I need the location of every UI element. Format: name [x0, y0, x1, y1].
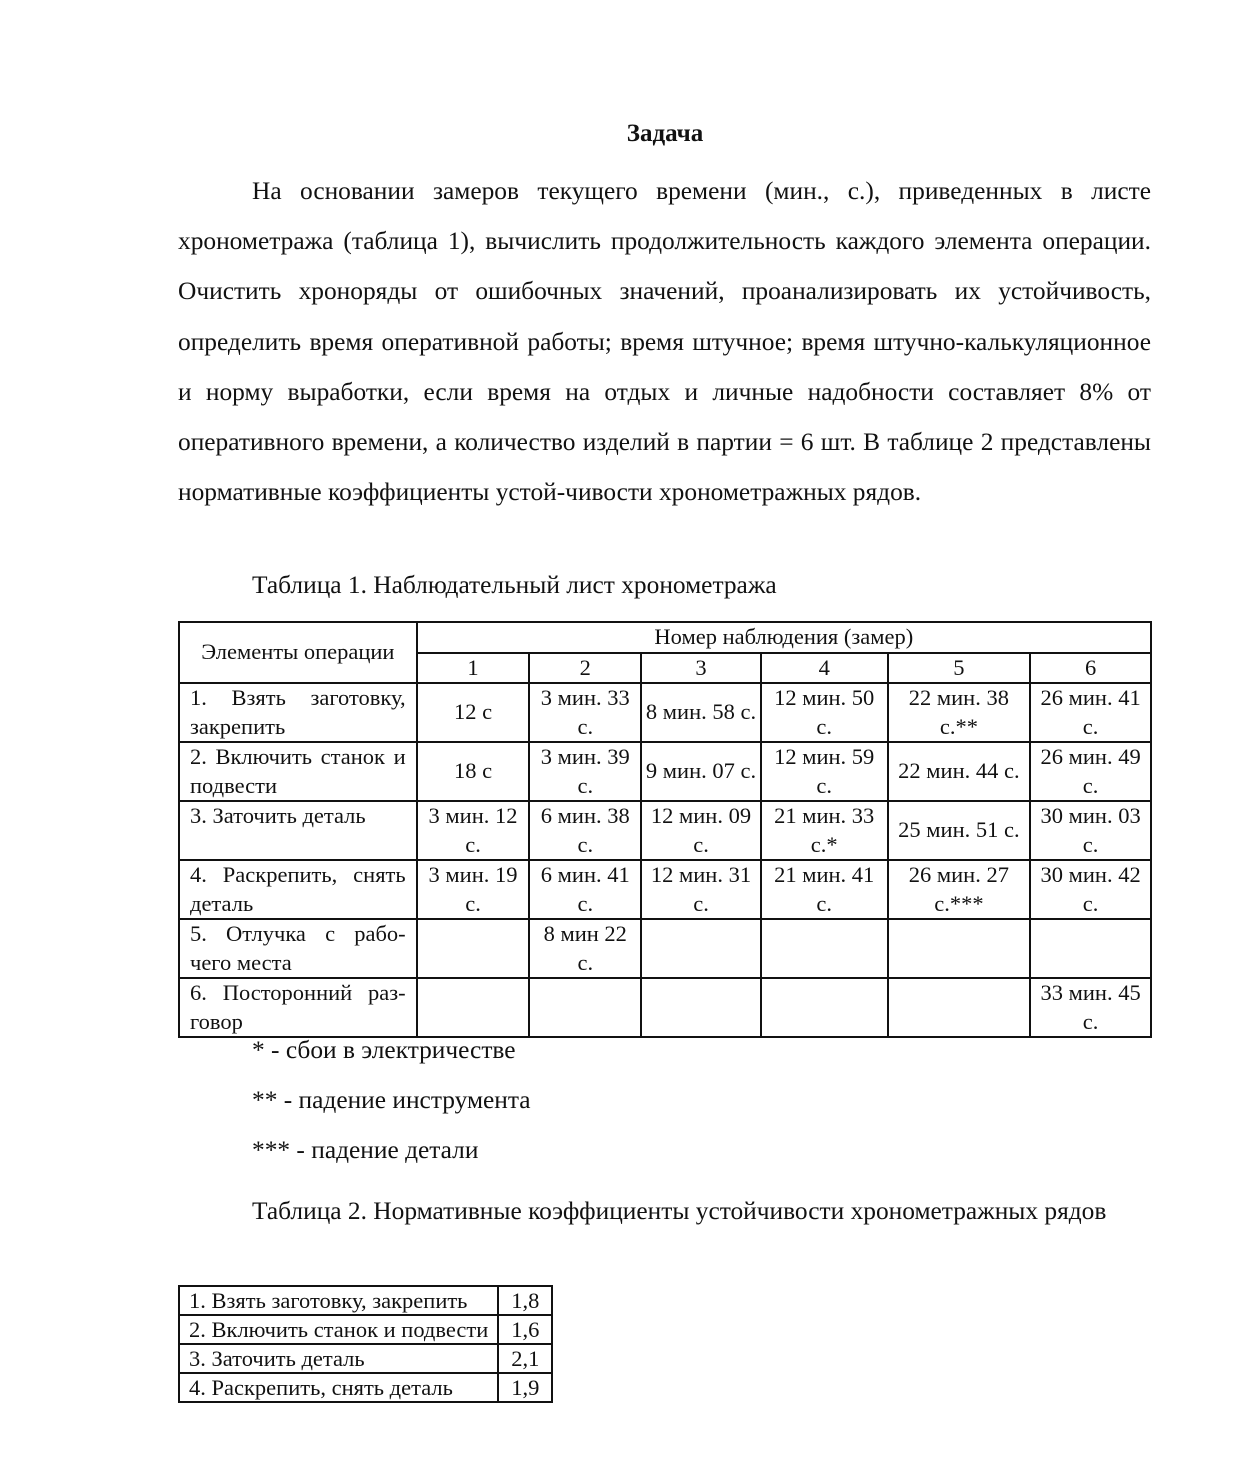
operation-name: 2. Включить станок и подвести	[179, 742, 417, 801]
table-cell	[529, 978, 641, 1037]
operation-name: 5. Отлучка с рабо-чего места	[179, 919, 417, 978]
table-cell: 12 мин. 09 с.	[641, 801, 761, 860]
coefficient-value: 2,1	[498, 1344, 552, 1373]
obs-number: 5	[888, 653, 1031, 684]
table-cell	[1030, 919, 1151, 978]
table-cell: 22 мин. 38 с.**	[888, 683, 1031, 742]
table-cell: 12 мин. 31 с.	[641, 860, 761, 919]
table-cell: 30 мин. 03 с.	[1030, 801, 1151, 860]
table2-caption: Таблица 2. Нормативные коэффициенты устойчивости хронометражных рядов	[252, 1197, 1107, 1225]
operation-name: 6. Посторонний раз-говор	[179, 978, 417, 1037]
table-cell: 30 мин. 42 с.	[1030, 860, 1151, 919]
timing-table	[178, 621, 1152, 1038]
footnote: * - сбои в электричестве	[252, 1036, 516, 1064]
table-cell: 33 мин. 45 с.	[1030, 978, 1151, 1037]
table-cell: 26 мин. 27 с.***	[888, 860, 1031, 919]
table-cell: 8 мин. 58 с.	[641, 683, 761, 742]
table-cell: 3 мин. 39 с.	[529, 742, 641, 801]
table-cell: 25 мин. 51 с.	[888, 801, 1031, 860]
table-cell: 21 мин. 33 с.*	[761, 801, 888, 860]
table-cell: 12 с	[417, 683, 530, 742]
header-operations: Элементы операции	[179, 622, 417, 683]
coefficient-value: 1,8	[498, 1286, 552, 1315]
table-row	[179, 1315, 552, 1344]
operation-name: 3. Заточить деталь	[179, 801, 417, 860]
obs-number: 3	[641, 653, 761, 684]
coefficient-value: 1,6	[498, 1315, 552, 1344]
task-paragraph: На основании замеров текущего времени (мин., с.), приведенных в листе хронометража (таблица 1), вычислить продолжительность каждого элемента операции. Очистить хроноряды от ошибочных значений, проанализировать их устойчивость, определить время оперативной работы; время штучное; время штучно-калькуляционное и норму выработки, если время на отдых и личные надобности составляет 8% от оперативного времени, а количество изделий в партии = 6 шт. В таблице 2 представлены нормативные коэффициенты устой-чивости хронометражных рядов.	[178, 177, 1151, 507]
table-row	[179, 919, 1151, 978]
table-row	[179, 1286, 552, 1315]
coefficients-table	[178, 1285, 553, 1403]
obs-number: 2	[529, 653, 641, 684]
table-cell: 3 мин. 12 с.	[417, 801, 530, 860]
coefficient-value: 1,9	[498, 1373, 552, 1402]
table-row	[179, 1373, 552, 1402]
table-cell	[761, 978, 888, 1037]
table-cell: 12 мин. 59 с.	[761, 742, 888, 801]
table-row	[179, 801, 1151, 860]
table1-caption: Таблица 1. Наблюдательный лист хронометража	[252, 571, 777, 599]
table-cell: 22 мин. 44 с.	[888, 742, 1031, 801]
table-row	[179, 742, 1151, 801]
operation-name: 2. Включить станок и подвести	[179, 1315, 498, 1344]
table-cell	[417, 978, 530, 1037]
table-cell: 6 мин. 38 с.	[529, 801, 641, 860]
table-cell: 26 мин. 49 с.	[1030, 742, 1151, 801]
table-cell: 3 мин. 33 с.	[529, 683, 641, 742]
operation-name: 1. Взять заготовку, закрепить	[179, 1286, 498, 1315]
table-cell: 18 с	[417, 742, 530, 801]
footnote: ** - падение инструмента	[252, 1086, 531, 1114]
obs-number: 6	[1030, 653, 1151, 684]
table-row	[179, 978, 1151, 1037]
footnote: *** - падение детали	[252, 1136, 479, 1164]
table-cell	[888, 978, 1031, 1037]
table-row	[179, 860, 1151, 919]
table-cell	[641, 978, 761, 1037]
table-header-row	[179, 622, 1151, 653]
table-cell	[888, 919, 1031, 978]
header-observations: Номер наблюдения (замер)	[417, 622, 1151, 653]
obs-number: 4	[761, 653, 888, 684]
table-cell: 8 мин 22 с.	[529, 919, 641, 978]
table-row	[179, 683, 1151, 742]
table-cell	[761, 919, 888, 978]
operation-name: 1. Взять заготовку, закрепить	[179, 683, 417, 742]
table-cell: 12 мин. 50 с.	[761, 683, 888, 742]
table-row	[179, 1344, 552, 1373]
obs-number: 1	[417, 653, 530, 684]
table-cell	[641, 919, 761, 978]
operation-name: 4. Раскрепить, снять деталь	[179, 860, 417, 919]
table-cell: 21 мин. 41 с.	[761, 860, 888, 919]
operation-name: 4. Раскрепить, снять деталь	[179, 1373, 498, 1402]
page-title: Задача	[626, 120, 704, 147]
table-cell: 26 мин. 41 с.	[1030, 683, 1151, 742]
table-cell: 9 мин. 07 с.	[641, 742, 761, 801]
table-cell	[417, 919, 530, 978]
operation-name: 3. Заточить деталь	[179, 1344, 498, 1373]
table-cell: 6 мин. 41 с.	[529, 860, 641, 919]
table-cell: 3 мин. 19 с.	[417, 860, 530, 919]
